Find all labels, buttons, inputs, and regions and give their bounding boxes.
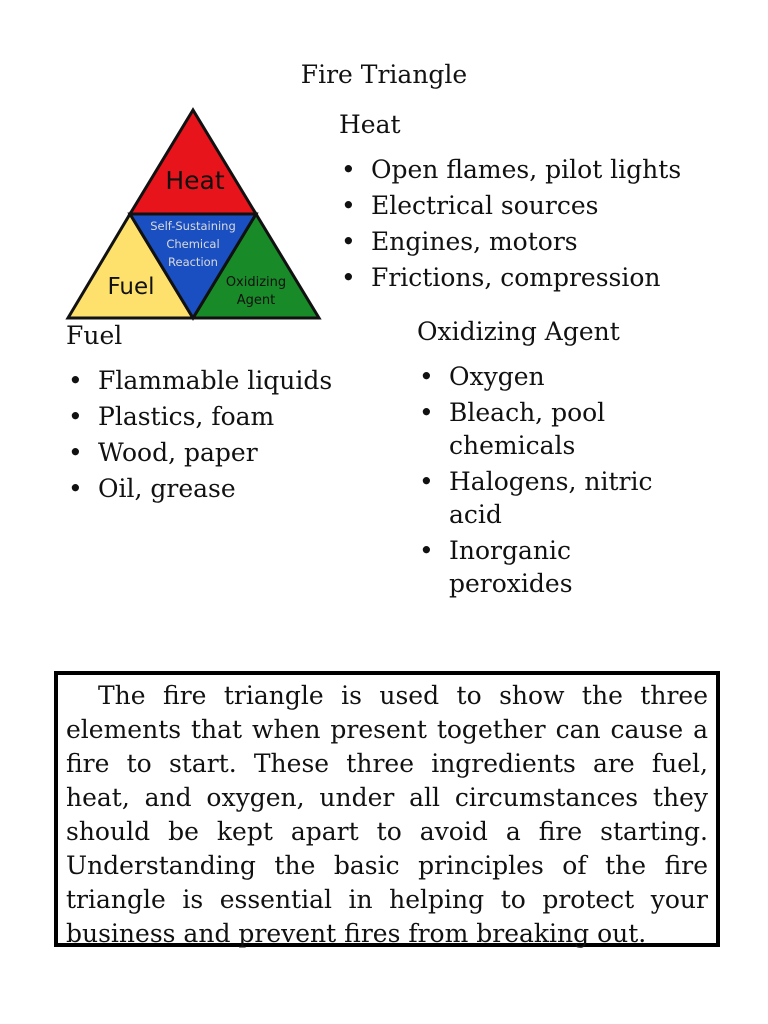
info-paragraph: The fire triangle is used to show the three elements that when present together can cause a fire to start. These three ingredients are fuel, heat, and oxygen, under all circumstances they should be kept apart to avoid a fire starting. Understanding the basic principles of the fire triangle is essential in helping to protect your business and prevent fires from breaking out. [66, 681, 708, 948]
oxidizing-label-line2: Agent [236, 293, 276, 308]
heat-label: Heat [165, 166, 225, 195]
fuel-list [66, 364, 396, 505]
center-label-line3: Reaction [168, 255, 218, 269]
heat-segment [130, 110, 256, 214]
list-item: • Open flames, pilot lights [339, 153, 759, 186]
list-item: • Wood, paper [66, 436, 396, 469]
list-item: • Oxygen [417, 360, 697, 393]
list-item: • Electrical sources [339, 189, 759, 222]
heat-list [339, 153, 759, 294]
list-item: • Frictions, compression [339, 261, 759, 294]
list-item: • Engines, motors [339, 225, 759, 258]
list-item: • Inorganic peroxides [417, 534, 697, 600]
list-item: • Oil, grease [66, 472, 396, 505]
list-item: • Flammable liquids [66, 364, 396, 397]
oxidizing-agent-section [417, 316, 697, 603]
fuel-label: Fuel [107, 274, 155, 300]
list-item: • Plastics, foam [66, 400, 396, 433]
list-item: • Bleach, pool chemicals [417, 396, 697, 462]
info-box [54, 671, 720, 947]
heat-section [339, 109, 759, 297]
oxidizing-agent-heading: Oxidizing Agent [417, 317, 620, 346]
page-title: Fire Triangle [300, 60, 468, 89]
oxidizing-label-line1: Oxidizing [225, 275, 287, 290]
fuel-heading: Fuel [66, 321, 123, 350]
fuel-section [66, 320, 396, 508]
heat-heading: Heat [339, 110, 401, 139]
oxidizing-agent-list [417, 360, 697, 600]
center-label-line1: Self-Sustaining [150, 219, 236, 233]
list-item: • Halogens, nitric acid [417, 465, 697, 531]
center-label-line2: Chemical [166, 237, 220, 251]
